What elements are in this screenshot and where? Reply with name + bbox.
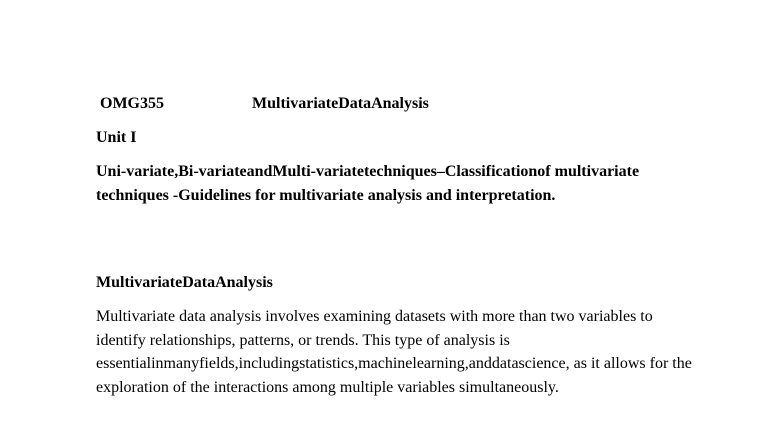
unit-label: Unit I — [96, 129, 137, 146]
section-heading: MultivariateDataAnalysis — [96, 274, 273, 291]
course-title: MultivariateDataAnalysis — [252, 95, 429, 112]
section-paragraph: Multivariate data analysis involves examining datasets with more than two variables to identify relationships, patterns, or trends. This type of analysis is essentialinmanyfields,includingstatistics,machinelearning,anddatascience, as it allows for the exploration of the interactions among multiple variables simultaneously. — [96, 308, 692, 396]
course-code: OMG355 — [100, 95, 164, 112]
unit-topics: Uni-variate,Bi-variateandMulti-variatetechniques–Classificationof multivariate techniques -Guidelines for multivariate analysis and interpretation. — [96, 163, 640, 204]
